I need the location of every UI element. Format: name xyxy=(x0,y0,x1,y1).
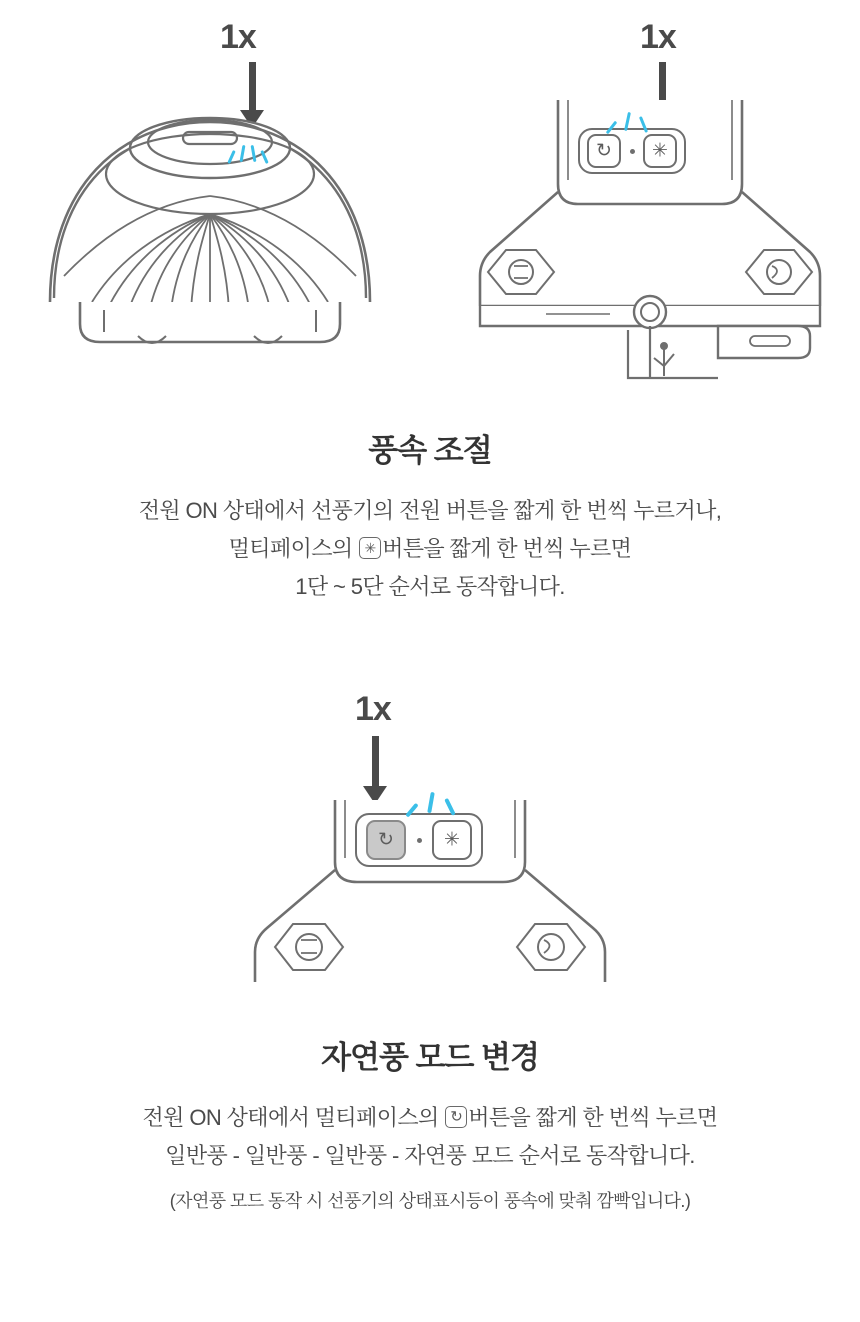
press-count-label-bottom: 1x xyxy=(355,690,391,728)
section-body-natural-wind xyxy=(0,1099,860,1175)
spark-icon-bottom xyxy=(410,788,468,818)
top-illustration-row xyxy=(0,0,860,400)
natural-wind-button-bottom[interactable] xyxy=(366,820,406,860)
status-dot xyxy=(630,149,635,154)
loop-icon: ↻ xyxy=(378,829,394,851)
section-title-wind-speed: 풍속 조절 xyxy=(368,433,492,468)
body-line-1: 전원 ON 상태에서 선풍기의 전원 버튼을 짧게 한 번씩 누르거나, xyxy=(138,498,722,523)
natural-wind-button-top[interactable] xyxy=(587,134,621,168)
section-note-natural-wind: (자연풍 모드 동작 시 선풍기의 상태표시등이 풍속에 맞춰 깜빡입니다.) xyxy=(169,1191,691,1211)
spark-icon-top-right xyxy=(610,108,662,136)
bottom-illustration-row xyxy=(0,680,860,1010)
snowflake-icon xyxy=(359,537,381,559)
status-dot xyxy=(417,838,422,843)
section-wind-speed xyxy=(0,425,860,606)
body-line-1: 전원 ON 상태에서 멀티페이스의 ↻버튼을 짧게 한 번씩 누르면 xyxy=(0,1099,860,1137)
body-line-3: 1단 ~ 5단 순서로 동작합니다. xyxy=(295,574,565,599)
press-count-label-top-left: 1x xyxy=(220,18,256,56)
section-body-wind-speed xyxy=(0,492,860,606)
body-line-2: 멀티페이스의 ✳버튼을 짧게 한 번씩 누르면 xyxy=(0,530,860,568)
multiface-button-pad-bottom[interactable] xyxy=(355,813,483,867)
press-count-label-top-right: 1x xyxy=(640,18,676,56)
fan-top-icon xyxy=(40,70,380,360)
down-arrow-icon-bottom xyxy=(363,736,387,804)
section-title-natural-wind: 자연풍 모드 변경 xyxy=(321,1040,539,1075)
loop-icon xyxy=(445,1106,467,1128)
fan-speed-button-bottom[interactable] xyxy=(432,820,472,860)
loop-icon: ↻ xyxy=(596,140,612,162)
fan-speed-button-top[interactable] xyxy=(643,134,677,168)
spark-icon-top-left xyxy=(228,142,276,170)
section-natural-wind xyxy=(0,1032,860,1213)
snowflake-icon: ✳ xyxy=(652,140,668,162)
snowflake-icon: ✳ xyxy=(444,829,460,851)
body-line-2: 일반풍 - 일반풍 - 일반풍 - 자연풍 모드 순서로 동작합니다. xyxy=(165,1143,695,1168)
